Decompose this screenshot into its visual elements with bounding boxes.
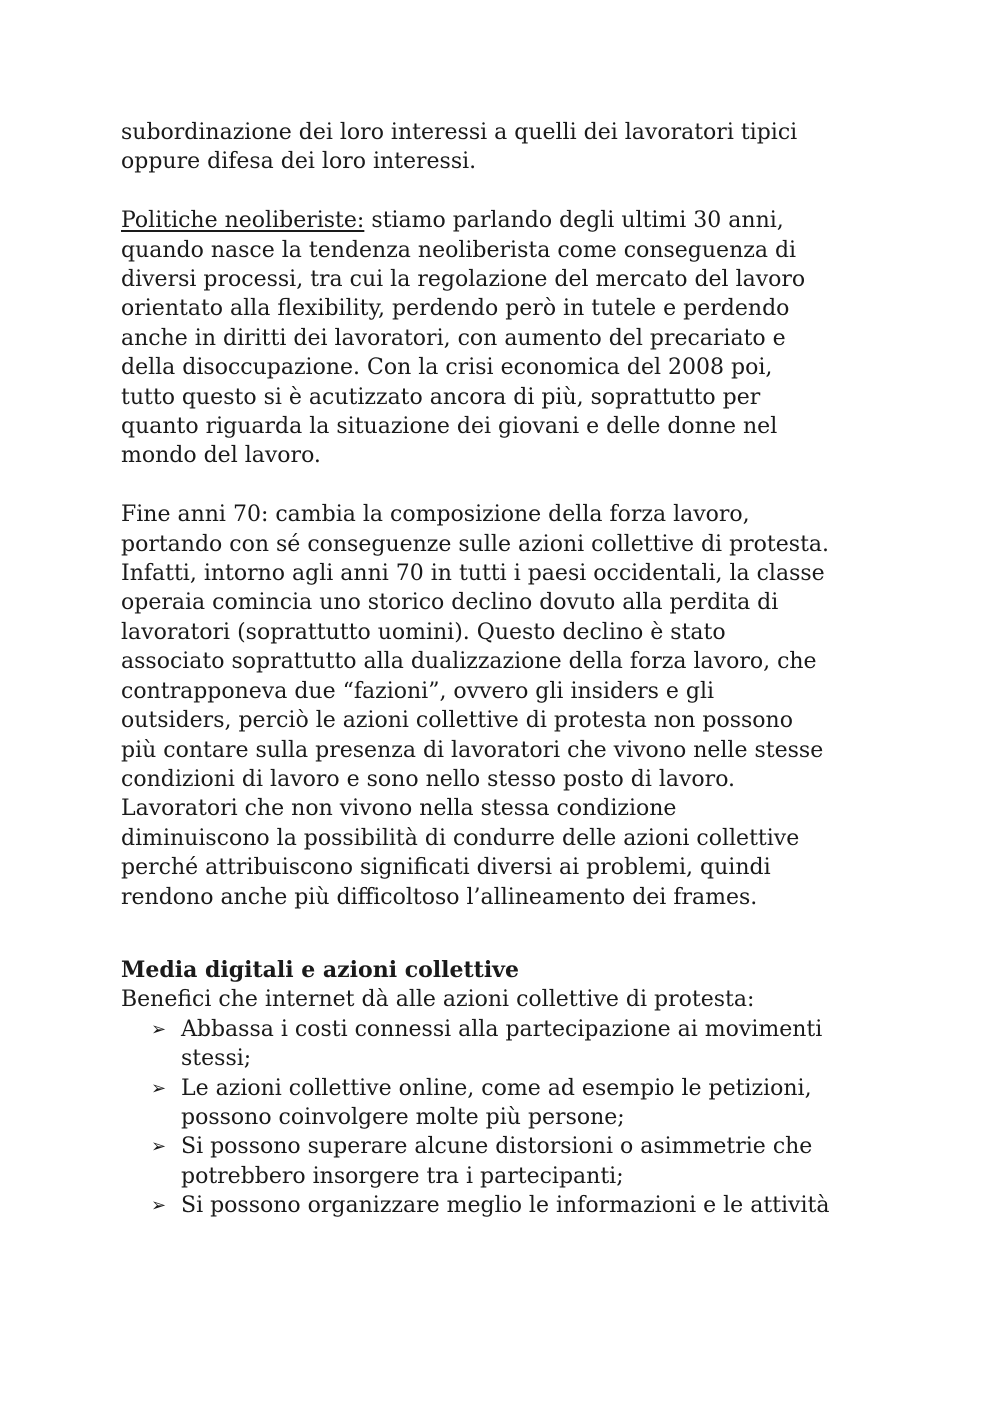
text-line: Le azioni collettive online, come ad esempio le petizioni, — [181, 1075, 812, 1101]
list-item — [121, 1191, 891, 1220]
text-line: portando con sé conseguenze sulle azioni collettive di protesta. — [121, 531, 830, 557]
section-heading: Media digitali e azioni collettive — [121, 956, 519, 983]
text-line: stiamo parlando degli ultimi 30 anni, — [364, 208, 784, 234]
paragraph-gap — [121, 177, 891, 206]
text-line: anche in diritti dei lavoratori, con aumento del precariato e — [121, 325, 786, 351]
text-line: Fine anni 70: cambia la composizione della forza lavoro, — [121, 502, 750, 528]
benefits-list — [121, 1015, 891, 1221]
text-line: outsiders, perciò le azioni collettive di protesta non possono — [121, 708, 793, 734]
text-line: Infatti, intorno agli anni 70 in tutti i paesi occidentali, la classe — [121, 561, 825, 587]
arrow-bullet-icon: ➢ — [151, 1136, 167, 1158]
text-line: operaia comincia uno storico declino dovuto alla perdita di — [121, 590, 779, 616]
list-item — [121, 1074, 891, 1133]
text-line: quando nasce la tendenza neoliberista come conseguenza di — [121, 237, 797, 263]
text-line: lavoratori (soprattutto uomini). Questo declino è stato — [121, 619, 726, 645]
text-line: perché attribuiscono significati diversi ai problemi, quindi — [121, 855, 771, 881]
underlined-label: Politiche neoliberiste: — [121, 208, 365, 234]
section-gap — [121, 912, 891, 956]
paragraph-gap — [121, 471, 891, 500]
text-line: rendono anche più difficoltoso l’allineamento dei frames. — [121, 884, 758, 910]
text-line: Si possono organizzare meglio le informazioni e le attività — [181, 1193, 830, 1219]
text-line: della disoccupazione. Con la crisi economica del 2008 poi, — [121, 355, 773, 381]
arrow-bullet-icon: ➢ — [151, 1077, 167, 1099]
text-line: oppure difesa dei loro interessi. — [121, 149, 477, 175]
text-line: condizioni di lavoro e sono nello stesso posto di lavoro. — [121, 766, 736, 792]
text-line: diversi processi, tra cui la regolazione del mercato del lavoro — [121, 267, 806, 293]
text-line: contrapponeva due “fazioni”, ovvero gli insiders e gli — [121, 678, 715, 704]
text-line: associato soprattutto alla dualizzazione della forza lavoro, che — [121, 649, 817, 675]
text-line: più contare sulla presenza di lavoratori che vivono nelle stesse — [121, 737, 824, 763]
text-line: diminuiscono la possibilità di condurre delle azioni collettive — [121, 825, 800, 851]
text-line: stessi; — [181, 1046, 252, 1072]
text-line: Abbassa i costi connessi alla partecipazione ai movimenti — [181, 1016, 823, 1042]
text-line: orientato alla flexibility, perdendo però in tutele e perdendo — [121, 296, 790, 322]
paragraph-fine-anni-70 — [121, 500, 891, 912]
paragraph-subordinazione — [121, 118, 891, 177]
arrow-bullet-icon: ➢ — [151, 1195, 167, 1217]
list-item — [121, 1132, 891, 1191]
text-line: possono coinvolgere molte più persone; — [181, 1104, 625, 1130]
section-intro: Benefici che internet dà alle azioni collettive di protesta: — [121, 987, 755, 1013]
text-line: Si possono superare alcune distorsioni o asimmetrie che — [181, 1134, 813, 1160]
text-line: potrebbero insorgere tra i partecipanti; — [181, 1163, 624, 1189]
list-item — [121, 1015, 891, 1074]
text-line: Lavoratori che non vivono nella stessa condizione — [121, 796, 677, 822]
text-line: tutto questo si è acutizzato ancora di più, soprattutto per — [121, 384, 761, 410]
text-line: quanto riguarda la situazione dei giovani e delle donne nel — [121, 414, 778, 440]
paragraph-politiche-neoliberiste — [121, 206, 891, 471]
document-body — [121, 118, 891, 1221]
arrow-bullet-icon: ➢ — [151, 1018, 167, 1040]
text-line: mondo del lavoro. — [121, 443, 321, 469]
text-line: subordinazione dei loro interessi a quelli dei lavoratori tipici — [121, 120, 798, 145]
